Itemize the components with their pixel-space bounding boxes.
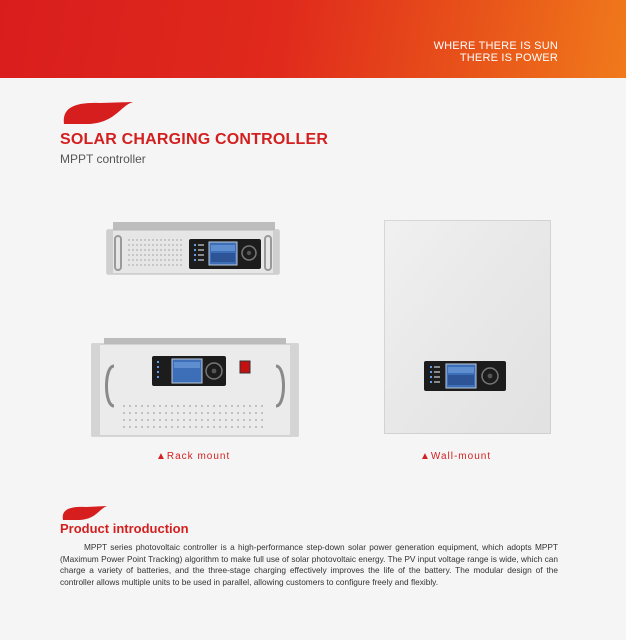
intro-body: MPPT series photovoltaic controller is a high-performance step-down solar power generation equipment, which adopts MPPT (Maximum Power Point Tracking) algorithm to make full use of solar photovoltaic energy. The PV input voltage range is wide, which can charge a variety of batteries, and the three-stage charging effectively improves the life of the battery. The modular design of the controller allows multiple units to be used in parallel, allowing customers to configure freely and flexibly. <box>60 542 558 587</box>
rack-controller-4u-image <box>90 336 300 438</box>
page-title: SOLAR CHARGING CONTROLLER <box>60 131 329 148</box>
slogan <box>434 40 558 64</box>
wall-mount-caption: ▲Wall-mount <box>420 451 492 462</box>
slogan-line-1: WHERE THERE IS SUN <box>433 40 558 52</box>
wall-mount-controller-image <box>384 220 551 434</box>
title-swoosh-icon <box>60 100 134 126</box>
header-banner <box>0 0 626 78</box>
rack-controller-2u-image <box>103 220 283 278</box>
intro-swoosh-icon <box>60 505 108 521</box>
rack-mount-caption: ▲Rack mount <box>156 451 231 462</box>
page-subtitle: MPPT controller <box>60 152 146 166</box>
slogan-line-2: THERE IS POWER <box>459 52 558 64</box>
intro-heading: Product introduction <box>60 521 189 536</box>
